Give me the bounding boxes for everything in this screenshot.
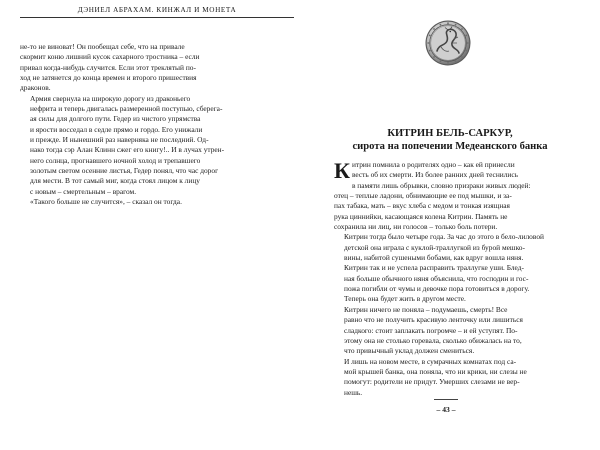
chapter-title-name: КИТРИН БЕЛЬ-САРКУР, bbox=[387, 128, 513, 139]
text-line: итрин помнила о родителях одно – как ей принесли bbox=[351, 160, 515, 169]
text-line: в памяти лишь обрывки, словно призраки живых людей: bbox=[351, 180, 531, 190]
chapter-title-subtitle: сирота на попечении Медеанского банка bbox=[352, 141, 548, 152]
chapter-title bbox=[300, 127, 600, 153]
text-line: с новым – смертельным – врагом. bbox=[30, 186, 137, 196]
text-line: Армия свернула на широкую дорогу из драконьего bbox=[30, 93, 191, 103]
running-head-rule bbox=[20, 17, 294, 18]
paragraph bbox=[334, 160, 574, 232]
text-line: скормит коню лишний кусок сахарного тростника – если bbox=[20, 52, 200, 62]
page-number-rule bbox=[434, 399, 458, 400]
text-line: Теперь она будет жить в другом месте. bbox=[344, 294, 466, 304]
text-line: пах табака, мать – вкус хлеба с медом и тонкая изящная bbox=[334, 201, 510, 211]
text-line: него солнца, прогнавшего ночной холод и трепавшего bbox=[30, 155, 201, 165]
text-line: вины, набитой сушеными бобами, как вдруг вошла няня. bbox=[344, 253, 524, 263]
text-line: ная больше обычного няня объяснила, что господин и гос- bbox=[344, 273, 529, 283]
text-line: Китрин ничего не поняла – подумаешь, смерть! Все bbox=[344, 304, 508, 314]
text-line: нефрита и теперь двигалась размеренной поступью, сберега- bbox=[30, 104, 223, 114]
paragraph bbox=[20, 42, 296, 94]
text-line: нешь. bbox=[344, 387, 363, 397]
text-line: равно что не получить красивую ленточку или лишиться bbox=[344, 315, 523, 325]
text-line: ход не затянется до конца времен и второго пришествия bbox=[20, 73, 197, 83]
text-line: привал когда-нибудь случится. Если этот треклятый по- bbox=[20, 62, 196, 72]
paragraph bbox=[334, 232, 574, 304]
left-page-text bbox=[20, 42, 296, 208]
text-line: что привычный уклад должен смениться. bbox=[344, 346, 475, 356]
text-line: нако тогда сэр Алан Клинн сжег его книгу!.. И в лучах утрен- bbox=[30, 145, 225, 155]
running-head: ДЭНИЕЛ АБРАХАМ. КИНЖАЛ И МОНЕТА bbox=[77, 6, 237, 14]
text-line: драконов. bbox=[20, 83, 51, 93]
text-line: этому она не столько горевала, сколько обижалась на то, bbox=[344, 335, 522, 345]
text-line: пожа погибли от чумы и девочке пора готовиться в дорогу. bbox=[344, 284, 530, 294]
paragraph bbox=[334, 305, 574, 357]
paragraph bbox=[20, 94, 296, 197]
paragraph bbox=[20, 197, 296, 207]
page-number: – 43 – bbox=[436, 405, 456, 414]
text-line: для мести. В тот самый миг, когда стоял лицом к лицу bbox=[30, 176, 200, 186]
text-line: и прежде. И нынешний раз наверняка не последний. Од- bbox=[30, 135, 209, 145]
text-line: детской она играла с куклой-траллугкой из бурой мешко- bbox=[344, 242, 525, 252]
paragraph bbox=[334, 357, 574, 398]
text-line: рука циннийки, касающаяся колена Китрин. Память не bbox=[334, 211, 508, 221]
text-line: Китрин тогда было четыре года. За час до этого в бело-лиловой bbox=[344, 232, 544, 242]
text-line: сохранила ни лиц, ни голосов – только боль потери. bbox=[334, 222, 498, 232]
text-line: сладкого: стоит заплакать погромче – и ей уступят. По- bbox=[344, 325, 518, 335]
right-page-text bbox=[334, 160, 574, 398]
text-line: помогут: родители не придут. Умерших слезами не вер- bbox=[344, 377, 520, 387]
drop-cap: К bbox=[334, 158, 350, 183]
text-line: золотым светом осенние листья, Гедер понял, что час дорог bbox=[30, 166, 219, 176]
text-line: Китрин так и не успела расправить траллугке уши. Блед- bbox=[344, 263, 524, 273]
text-line: «Такого больше не случится», – сказал он тогда. bbox=[30, 197, 182, 207]
text-line: не-то не виноват! Он пообещал себе, что на привале bbox=[20, 42, 185, 51]
text-line: и ярости восседал в седле прямо и гордо. Его унижали bbox=[30, 124, 203, 134]
text-line: ая силы для долгого пути. Гедер из чистого упрямства bbox=[30, 114, 201, 124]
text-line: весть об их смерти. Из более ранних дней теснились bbox=[351, 170, 519, 180]
text-line: отец – теплые ладони, обнимающие ее под мышки, и за- bbox=[334, 191, 512, 201]
text-line: мой крышей банка, она поняла, что ни крики, ни слезы не bbox=[344, 366, 527, 376]
dragon-coin-emblem-icon bbox=[425, 20, 471, 66]
text-line: И лишь на новом месте, в сумрачных комнатах под са- bbox=[344, 356, 517, 366]
